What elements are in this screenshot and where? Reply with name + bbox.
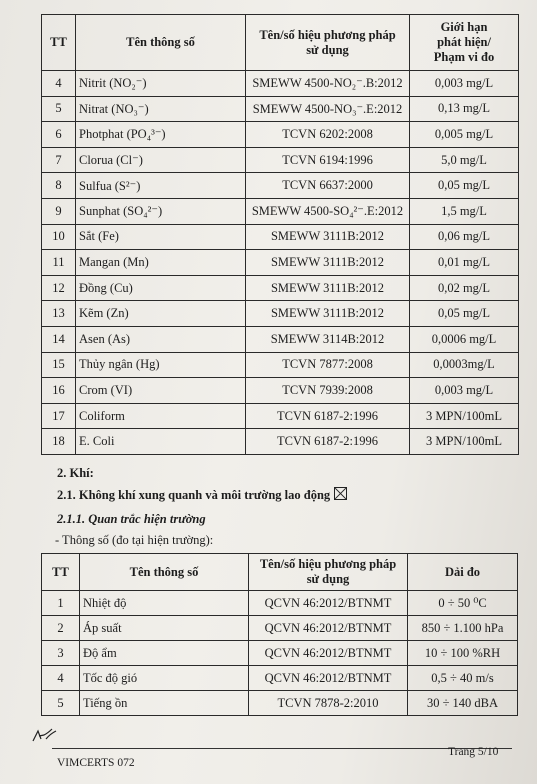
cell-limit: 0,01 mg/L bbox=[410, 250, 519, 276]
table-row bbox=[42, 122, 519, 148]
cell-name: Độ ẩm bbox=[80, 641, 249, 666]
table-row bbox=[42, 429, 519, 455]
cell-name: Sulfua (S²⁻) bbox=[76, 173, 246, 199]
table-row bbox=[42, 641, 518, 666]
cell-tt: 2 bbox=[42, 616, 80, 641]
table-row bbox=[42, 198, 519, 224]
header-tt: TT bbox=[42, 554, 80, 591]
cell-tt: 7 bbox=[42, 147, 76, 173]
cell-method: SMEWW 3111B:2012 bbox=[246, 275, 410, 301]
cell-name: Thủy ngân (Hg) bbox=[76, 352, 246, 378]
cell-limit: 0,13 mg/L bbox=[410, 96, 519, 122]
cell-name: Photphat (PO₄³⁻) bbox=[76, 122, 246, 148]
cell-method: SMEWW 3111B:2012 bbox=[246, 301, 410, 327]
cell-limit: 0,003 mg/L bbox=[410, 378, 519, 404]
header-method-line2: sử dụng bbox=[306, 42, 349, 57]
cell-tt: 8 bbox=[42, 173, 76, 199]
cell-limit: 0,05 mg/L bbox=[410, 173, 519, 199]
params-note: - Thông số (đo tại hiện trường): bbox=[55, 533, 214, 547]
cell-tt: 10 bbox=[42, 224, 76, 250]
header-tt: TT bbox=[42, 15, 76, 71]
cell-name: Sunphat (SO₄²⁻) bbox=[76, 198, 246, 224]
footer-left: VIMCERTS 072 bbox=[57, 757, 135, 769]
cell-name: Mangan (Mn) bbox=[76, 250, 246, 276]
cell-limit: 1,5 mg/L bbox=[410, 198, 519, 224]
header-method bbox=[246, 15, 410, 71]
table-row bbox=[42, 616, 518, 641]
cell-name: Đồng (Cu) bbox=[76, 275, 246, 301]
table-row bbox=[42, 691, 518, 716]
table-header-row bbox=[42, 15, 519, 71]
table-row bbox=[42, 96, 519, 122]
footer-divider bbox=[52, 748, 512, 749]
cell-limit: 0,0006 mg/L bbox=[410, 326, 519, 352]
signature-mark bbox=[30, 725, 60, 745]
air-parameters-table bbox=[41, 553, 518, 716]
cell-range: 850 ÷ 1.100 hPa bbox=[408, 616, 518, 641]
cell-method: TCVN 7877:2008 bbox=[246, 352, 410, 378]
cell-method: TCVN 6187-2:1996 bbox=[246, 403, 410, 429]
table-row bbox=[42, 378, 519, 404]
cell-tt: 6 bbox=[42, 122, 76, 148]
header-limit-line3: Phạm vi đo bbox=[433, 50, 495, 64]
cell-tt: 1 bbox=[42, 591, 80, 616]
cell-limit: 0,005 mg/L bbox=[410, 122, 519, 148]
cell-method: TCVN 7939:2008 bbox=[246, 378, 410, 404]
water-parameters-table bbox=[41, 14, 519, 455]
cell-limit: 5,0 mg/L bbox=[410, 147, 519, 173]
cell-name: Áp suất bbox=[80, 616, 249, 641]
cell-tt: 4 bbox=[42, 666, 80, 691]
cell-method: SMEWW 3111B:2012 bbox=[246, 224, 410, 250]
cell-range: 30 ÷ 140 dBA bbox=[408, 691, 518, 716]
cell-name: Nhiệt độ bbox=[80, 591, 249, 616]
cell-tt: 18 bbox=[42, 429, 76, 455]
table-row bbox=[42, 403, 519, 429]
cell-method: TCVN 6202:2008 bbox=[246, 122, 410, 148]
table-row bbox=[42, 71, 519, 97]
cell-name: Asen (As) bbox=[76, 326, 246, 352]
cell-tt: 9 bbox=[42, 198, 76, 224]
cell-name: Nitrit (NO₂⁻) bbox=[76, 71, 246, 97]
section-air-heading: 2. Khí: bbox=[57, 466, 94, 480]
cell-limit: 0,06 mg/L bbox=[410, 224, 519, 250]
cell-range: 0 ÷ 50 ⁰C bbox=[408, 591, 518, 616]
cell-name: Clorua (Cl⁻) bbox=[76, 147, 246, 173]
cell-limit: 0,003 mg/L bbox=[410, 71, 519, 97]
cell-tt: 14 bbox=[42, 326, 76, 352]
table-row bbox=[42, 326, 519, 352]
cell-method: SMEWW 3111B:2012 bbox=[246, 250, 410, 276]
header-name: Tên thông số bbox=[76, 15, 246, 71]
cell-method: TCVN 6187-2:1996 bbox=[246, 429, 410, 455]
header-limit bbox=[410, 15, 519, 71]
cell-name: Tốc độ gió bbox=[80, 666, 249, 691]
cell-name: Sắt (Fe) bbox=[76, 224, 246, 250]
cell-tt: 11 bbox=[42, 250, 76, 276]
cell-name: E. Coli bbox=[76, 429, 246, 455]
cell-method: SMEWW 3114B:2012 bbox=[246, 326, 410, 352]
header-limit-line2: phát hiện/ bbox=[437, 35, 491, 49]
header-method-line1: Tên/số hiệu phương pháp bbox=[259, 557, 397, 571]
cell-limit: 3 MPN/100mL bbox=[410, 403, 519, 429]
cell-tt: 5 bbox=[42, 96, 76, 122]
table-row bbox=[42, 250, 519, 276]
cell-method: QCVN 46:2012/BTNMT bbox=[249, 641, 408, 666]
cell-method: QCVN 46:2012/BTNMT bbox=[249, 591, 408, 616]
cell-limit: 0,0003mg/L bbox=[410, 352, 519, 378]
cell-method: SMEWW 4500-NO₂⁻.B:2012 bbox=[246, 71, 410, 97]
cell-method: TCVN 7878-2:2010 bbox=[249, 691, 408, 716]
table-row bbox=[42, 275, 519, 301]
cell-method: TCVN 6194:1996 bbox=[246, 147, 410, 173]
cell-name: Crom (VI) bbox=[76, 378, 246, 404]
cell-range: 0,5 ÷ 40 m/s bbox=[408, 666, 518, 691]
table-row bbox=[42, 147, 519, 173]
header-name: Tên thông số bbox=[80, 554, 249, 591]
cell-tt: 3 bbox=[42, 641, 80, 666]
cell-tt: 4 bbox=[42, 71, 76, 97]
cell-method: SMEWW 4500-SO₄²⁻.E:2012 bbox=[246, 198, 410, 224]
table-row bbox=[42, 591, 518, 616]
cell-tt: 16 bbox=[42, 378, 76, 404]
cell-tt: 17 bbox=[42, 403, 76, 429]
cell-range: 10 ÷ 100 %RH bbox=[408, 641, 518, 666]
header-method-line2: sử dụng bbox=[306, 572, 350, 586]
cell-limit: 0,05 mg/L bbox=[410, 301, 519, 327]
table-header-row bbox=[42, 554, 518, 591]
table-row bbox=[42, 666, 518, 691]
subsubsection-heading: 2.1.1. Quan trắc hiện trường bbox=[57, 512, 206, 526]
footer-page-number: Trang 5/10 bbox=[448, 746, 499, 758]
header-method-line1: Tên/số hiệu phương pháp bbox=[259, 27, 396, 42]
header-limit-line1: Giới hạn bbox=[440, 20, 488, 34]
cell-method: SMEWW 4500-NO₃⁻.E:2012 bbox=[246, 96, 410, 122]
cell-limit: 0,02 mg/L bbox=[410, 275, 519, 301]
table-row bbox=[42, 352, 519, 378]
subsection-air-heading bbox=[57, 487, 347, 503]
subsection-air-text: 2.1. Không khí xung quanh và môi trường lao động bbox=[57, 488, 331, 502]
cell-name: Tiếng ồn bbox=[80, 691, 249, 716]
table-row bbox=[42, 173, 519, 199]
cell-tt: 12 bbox=[42, 275, 76, 301]
cell-name: Coliform bbox=[76, 403, 246, 429]
header-method bbox=[249, 554, 408, 591]
cell-method: QCVN 46:2012/BTNMT bbox=[249, 616, 408, 641]
header-range: Dải đo bbox=[408, 554, 518, 591]
checked-box-icon bbox=[334, 487, 347, 500]
cell-tt: 15 bbox=[42, 352, 76, 378]
table-row bbox=[42, 224, 519, 250]
cell-limit: 3 MPN/100mL bbox=[410, 429, 519, 455]
cell-method: QCVN 46:2012/BTNMT bbox=[249, 666, 408, 691]
cell-method: TCVN 6637:2000 bbox=[246, 173, 410, 199]
cell-name: Kẽm (Zn) bbox=[76, 301, 246, 327]
cell-tt: 13 bbox=[42, 301, 76, 327]
cell-tt: 5 bbox=[42, 691, 80, 716]
cell-name: Nitrat (NO₃⁻) bbox=[76, 96, 246, 122]
table-row bbox=[42, 301, 519, 327]
